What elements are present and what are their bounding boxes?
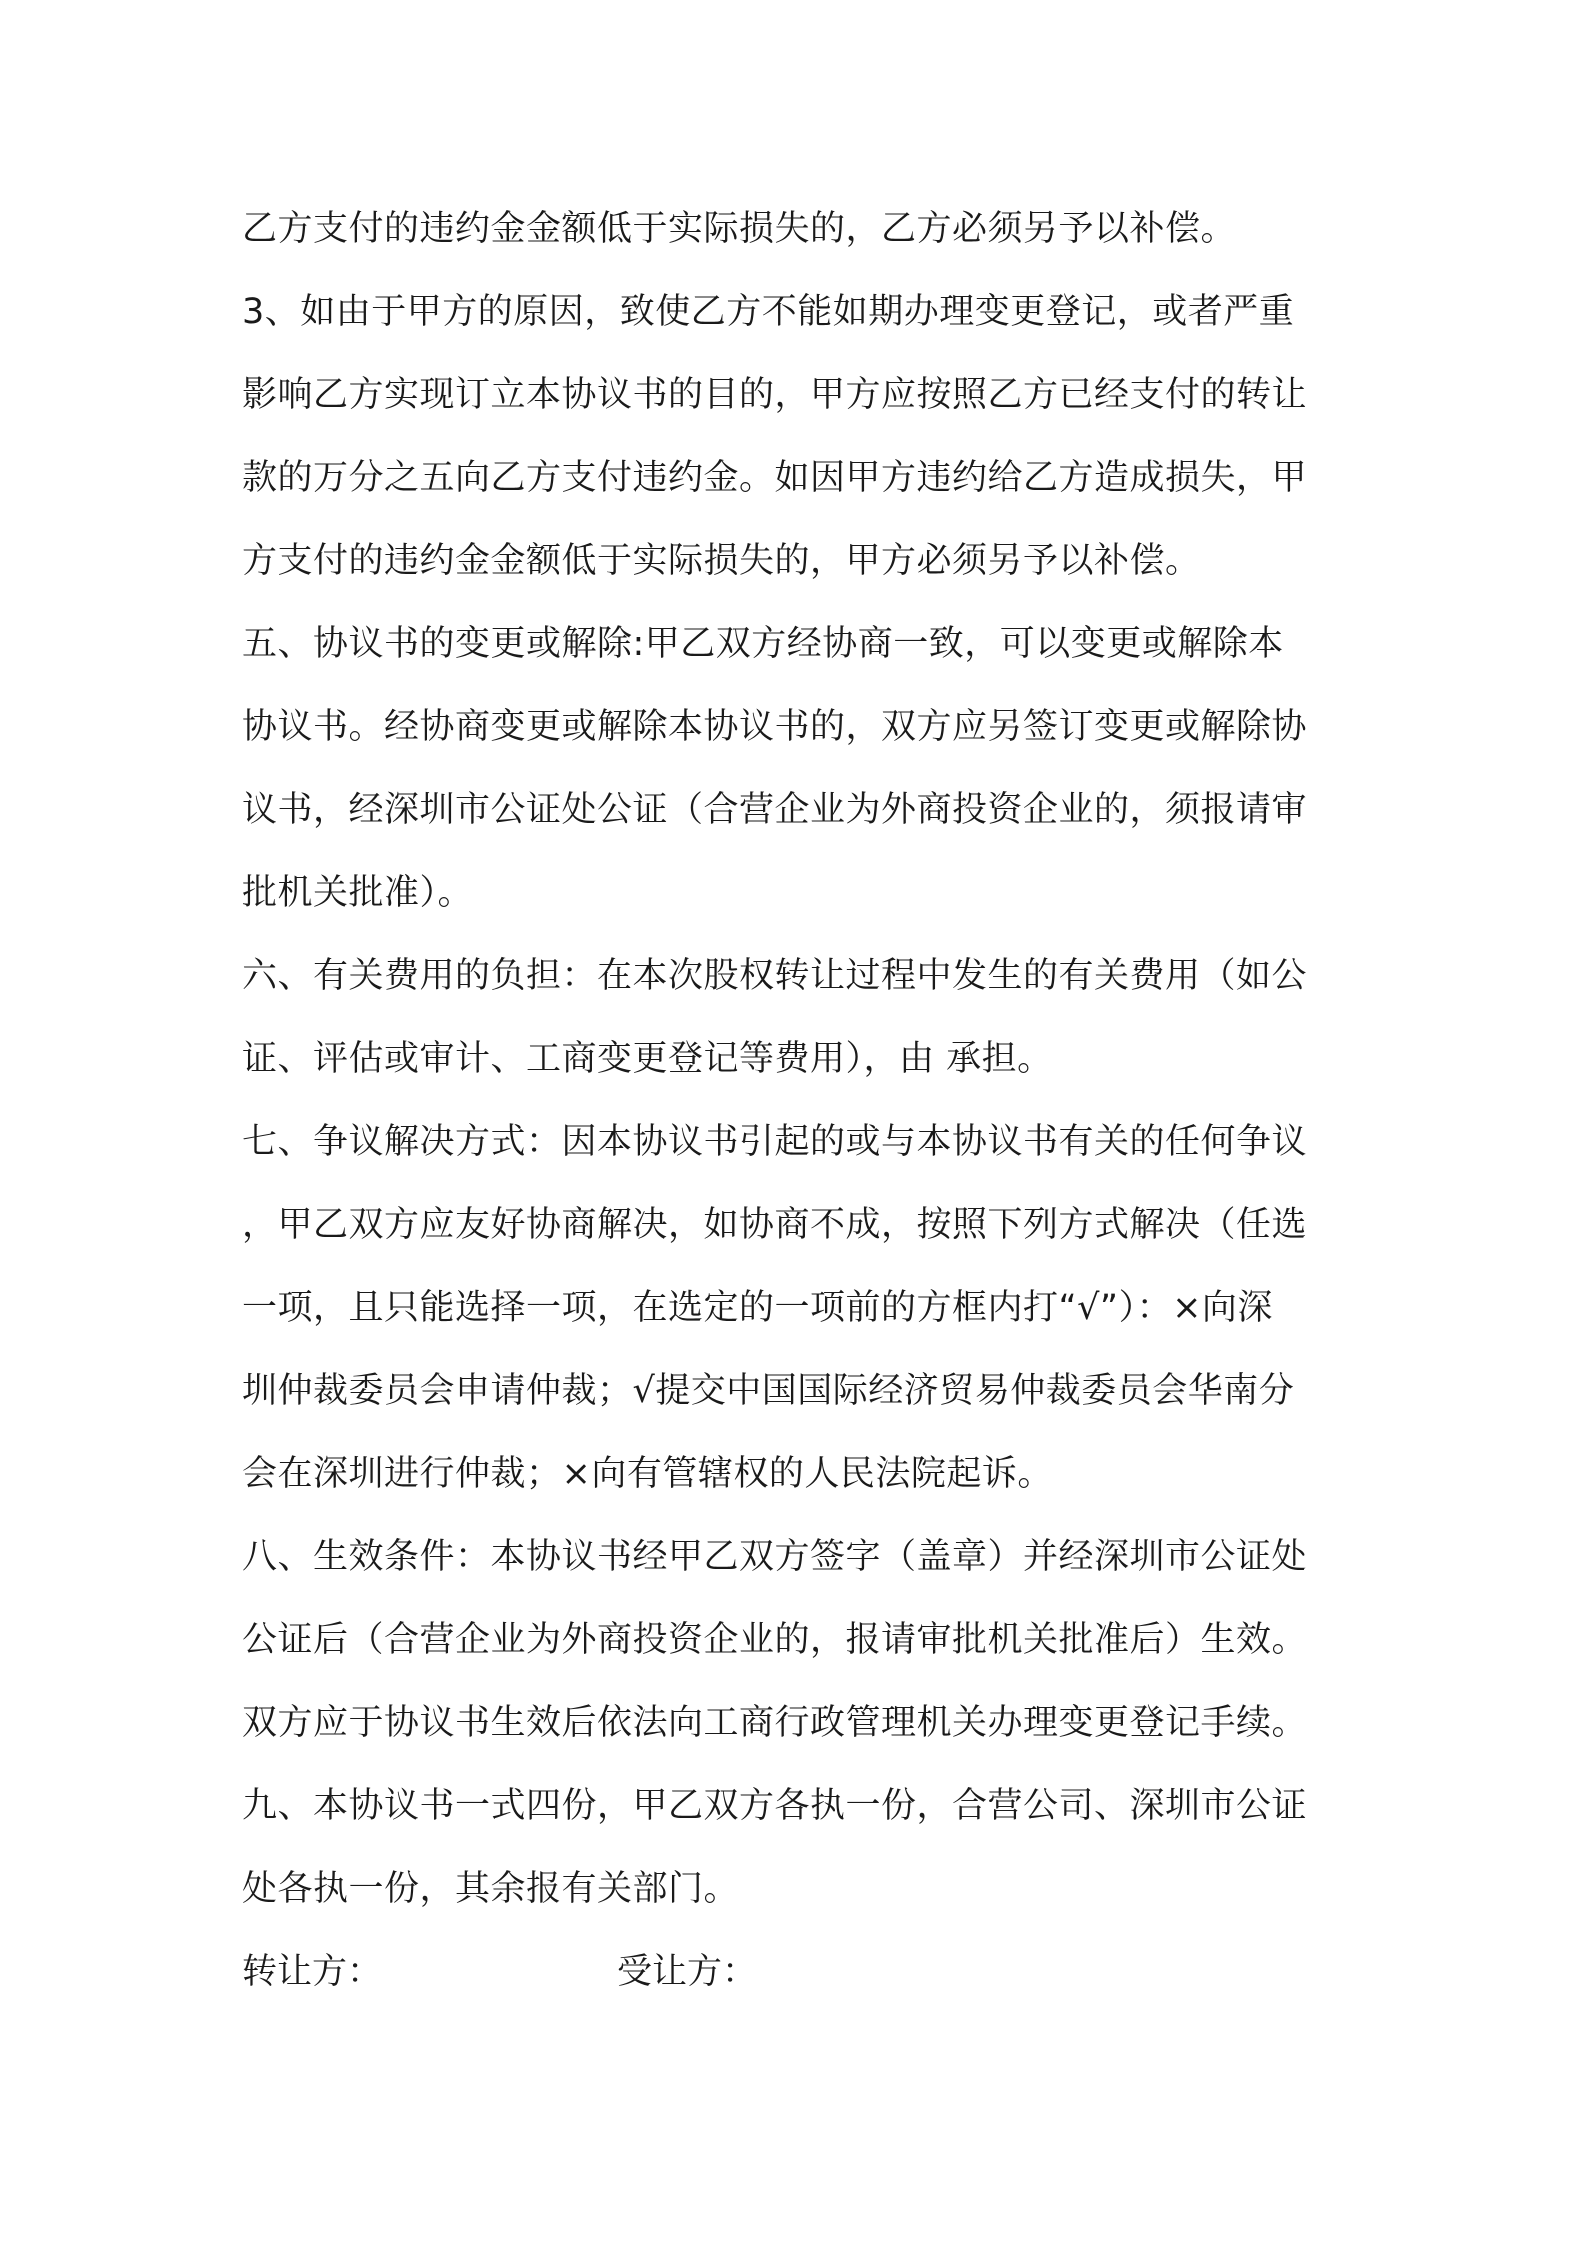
text-line: 圳仲裁委员会申请仲裁；√提交中国国际经济贸易仲裁委员会华南分 [242, 1371, 1295, 1411]
text-line: 会在深圳进行仲裁；×向有管辖权的人民法院起诉。 [242, 1454, 1053, 1494]
text-line: 3、如由于甲方的原因，致使乙方不能如期办理变更登记，或者严重 [242, 292, 1295, 332]
text-line: 公证后（合营企业为外商投资企业的，报请审批机关批准后）生效。 [242, 1620, 1308, 1660]
agreement-body [242, 188, 1362, 2014]
text-line: 款的万分之五向乙方支付违约金。如因甲方违约给乙方造成损失，甲 [242, 458, 1308, 498]
text-line: 议书，经深圳市公证处公证（合营企业为外商投资企业的，须报请审 [242, 790, 1308, 830]
text-line: 一项，且只能选择一项，在选定的一项前的方框内打“√”）：×向深 [242, 1288, 1273, 1328]
text-line: 五、协议书的变更或解除:甲乙双方经协商一致，可以变更或解除本 [242, 624, 1284, 664]
signature-row [242, 1931, 1362, 2014]
text-line: 方支付的违约金金额低于实际损失的，甲方必须另予以补偿。 [242, 541, 1201, 581]
text-line: 证、评估或审计、工商变更登记等费用），由 承担。 [242, 1039, 1053, 1079]
text-line: 六、有关费用的负担：在本次股权转让过程中发生的有关费用（如公 [242, 956, 1308, 996]
text-line: ，甲乙双方应友好协商解决，如协商不成，按照下列方式解决（任选 [242, 1205, 1308, 1245]
transferee-label: 受让方： [617, 1952, 758, 1992]
text-line: 批机关批准）。 [242, 873, 474, 913]
text-line: 七、争议解决方式：因本协议书引起的或与本协议书有关的任何争议 [242, 1122, 1308, 1162]
transferor-label: 转让方： [242, 1952, 383, 1992]
text-line: 处各执一份，其余报有关部门。 [242, 1869, 740, 1909]
text-line: 乙方支付的违约金金额低于实际损失的，乙方必须另予以补偿。 [242, 209, 1237, 249]
text-line: 九、本协议书一式四份，甲乙双方各执一份，合营公司、深圳市公证 [242, 1786, 1308, 1826]
text-line: 协议书。经协商变更或解除本协议书的，双方应另签订变更或解除协 [242, 707, 1308, 747]
text-line: 双方应于协议书生效后依法向工商行政管理机关办理变更登记手续。 [242, 1703, 1308, 1743]
text-line: 八、生效条件：本协议书经甲乙双方签字（盖章）并经深圳市公证处 [242, 1537, 1308, 1577]
text-line: 影响乙方实现订立本协议书的目的，甲方应按照乙方已经支付的转让 [242, 375, 1308, 415]
